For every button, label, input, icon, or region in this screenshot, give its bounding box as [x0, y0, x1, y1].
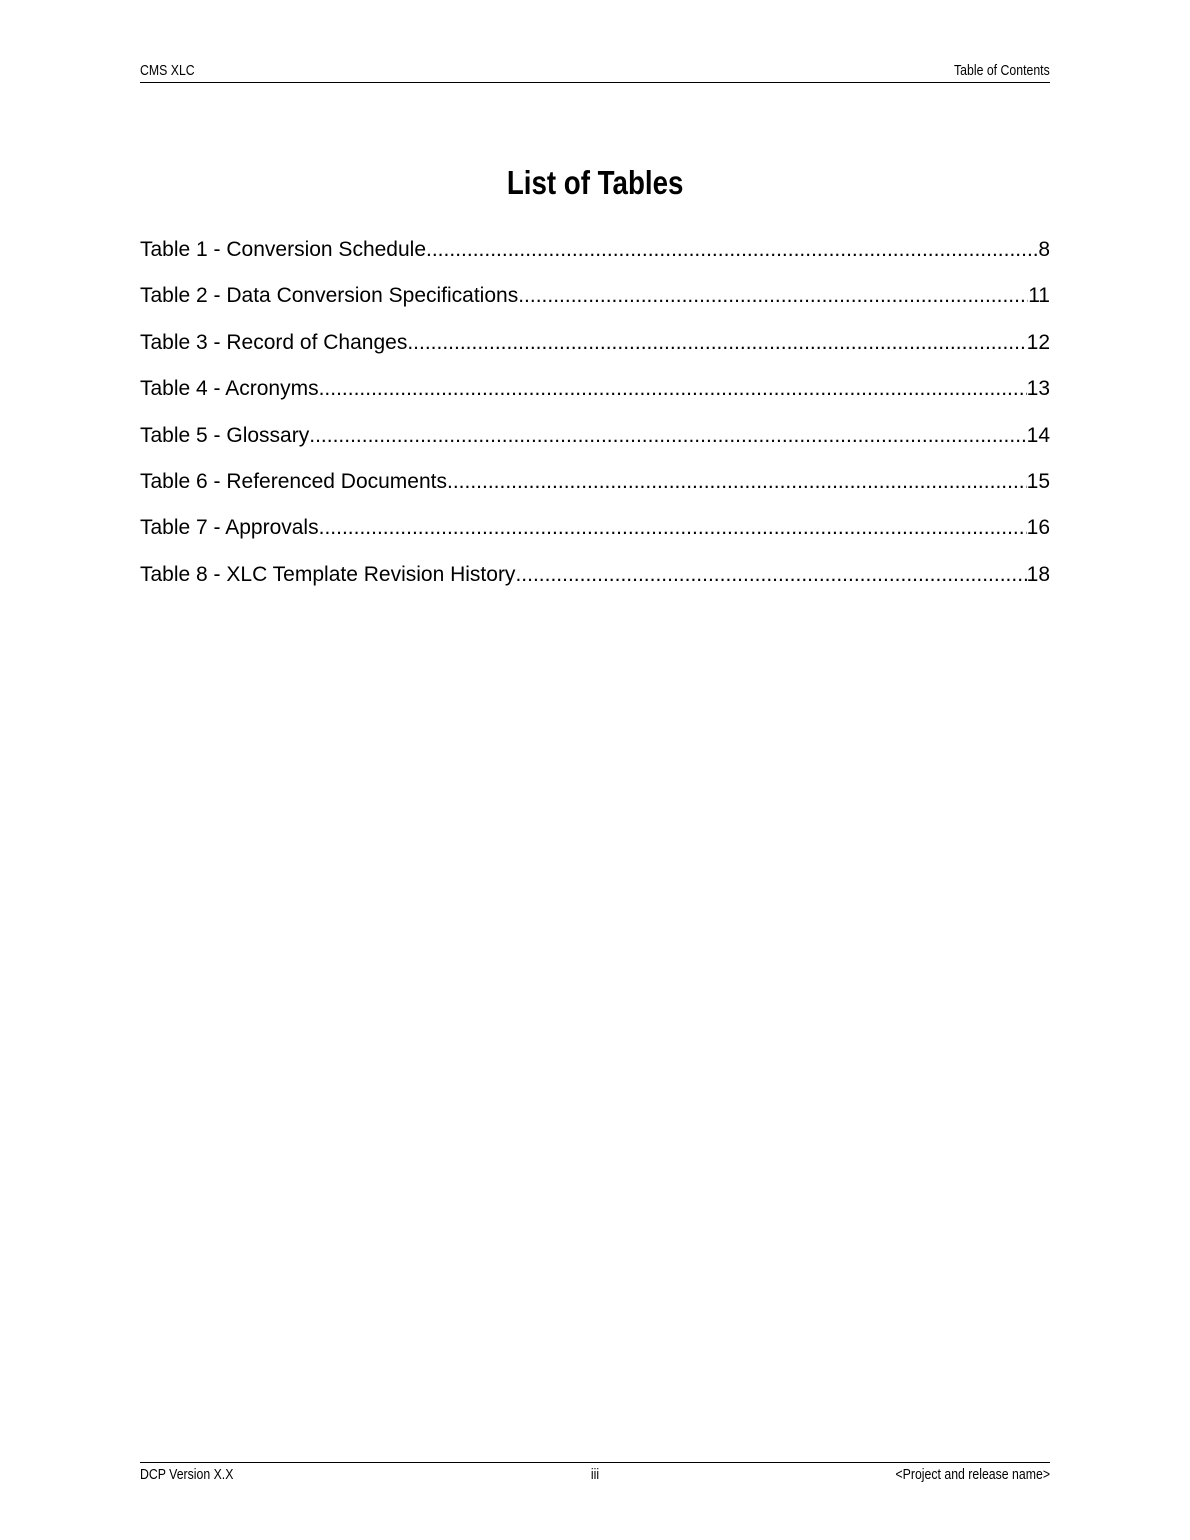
toc-entry-label: Table 7 - Approvals	[140, 516, 319, 540]
toc-entry-label: Table 5 - Glossary	[140, 423, 310, 447]
toc-entry-page-number: 15	[1026, 469, 1050, 493]
toc-dot-leader	[309, 420, 1026, 452]
toc-dot-leader	[426, 234, 1038, 266]
toc-dot-leader	[518, 280, 1028, 312]
toc-entry-page-number: 12	[1026, 330, 1050, 354]
toc-entry-table-7[interactable]	[140, 512, 1050, 558]
toc-entry-label: Table 1 - Conversion Schedule	[140, 238, 427, 261]
footer-project-name: <Project and release name>	[895, 1466, 1050, 1483]
page-title-text: List of Tables	[506, 164, 684, 201]
toc-dot-leader	[515, 559, 1026, 591]
toc-entry-page-number: 16	[1026, 516, 1050, 540]
page-title	[140, 162, 1050, 204]
toc-dot-leader	[407, 327, 1026, 359]
toc-entry-table-1[interactable]	[140, 234, 1050, 280]
toc-entry-table-2[interactable]	[140, 280, 1050, 326]
toc-entry-page-number: 8	[1038, 238, 1050, 261]
toc-entry-page-number: 18	[1026, 562, 1050, 586]
page-footer	[140, 1462, 1050, 1483]
page-header	[140, 62, 1050, 83]
toc-dot-leader	[447, 466, 1027, 498]
toc-entry-label: Table 4 - Acronyms	[140, 377, 319, 401]
toc-entry-page-number: 13	[1026, 377, 1050, 401]
toc-entry-table-8[interactable]	[140, 559, 1050, 605]
toc-entry-page-number: 11	[1028, 284, 1050, 308]
toc-entry-label: Table 3 - Record of Changes	[140, 330, 408, 354]
toc-entry-table-5[interactable]	[140, 420, 1050, 466]
toc-dot-leader	[319, 512, 1027, 544]
header-section-name: Table of Contents	[954, 62, 1050, 79]
toc-entry-table-3[interactable]	[140, 327, 1050, 373]
toc-entry-label: Table 8 - XLC Template Revision History	[140, 562, 516, 586]
toc-entry-table-4[interactable]	[140, 373, 1050, 419]
footer-version: DCP Version X.X	[140, 1466, 234, 1483]
footer-page-number: iii	[590, 1466, 600, 1483]
toc-entry-page-number: 14	[1026, 423, 1050, 447]
list-of-tables	[140, 234, 1050, 605]
header-document-name: CMS XLC	[140, 62, 195, 79]
toc-dot-leader	[319, 373, 1027, 405]
toc-entry-table-6[interactable]	[140, 466, 1050, 512]
toc-entry-label: Table 2 - Data Conversion Specifications	[140, 284, 519, 308]
toc-entry-label: Table 6 - Referenced Documents	[140, 469, 447, 493]
